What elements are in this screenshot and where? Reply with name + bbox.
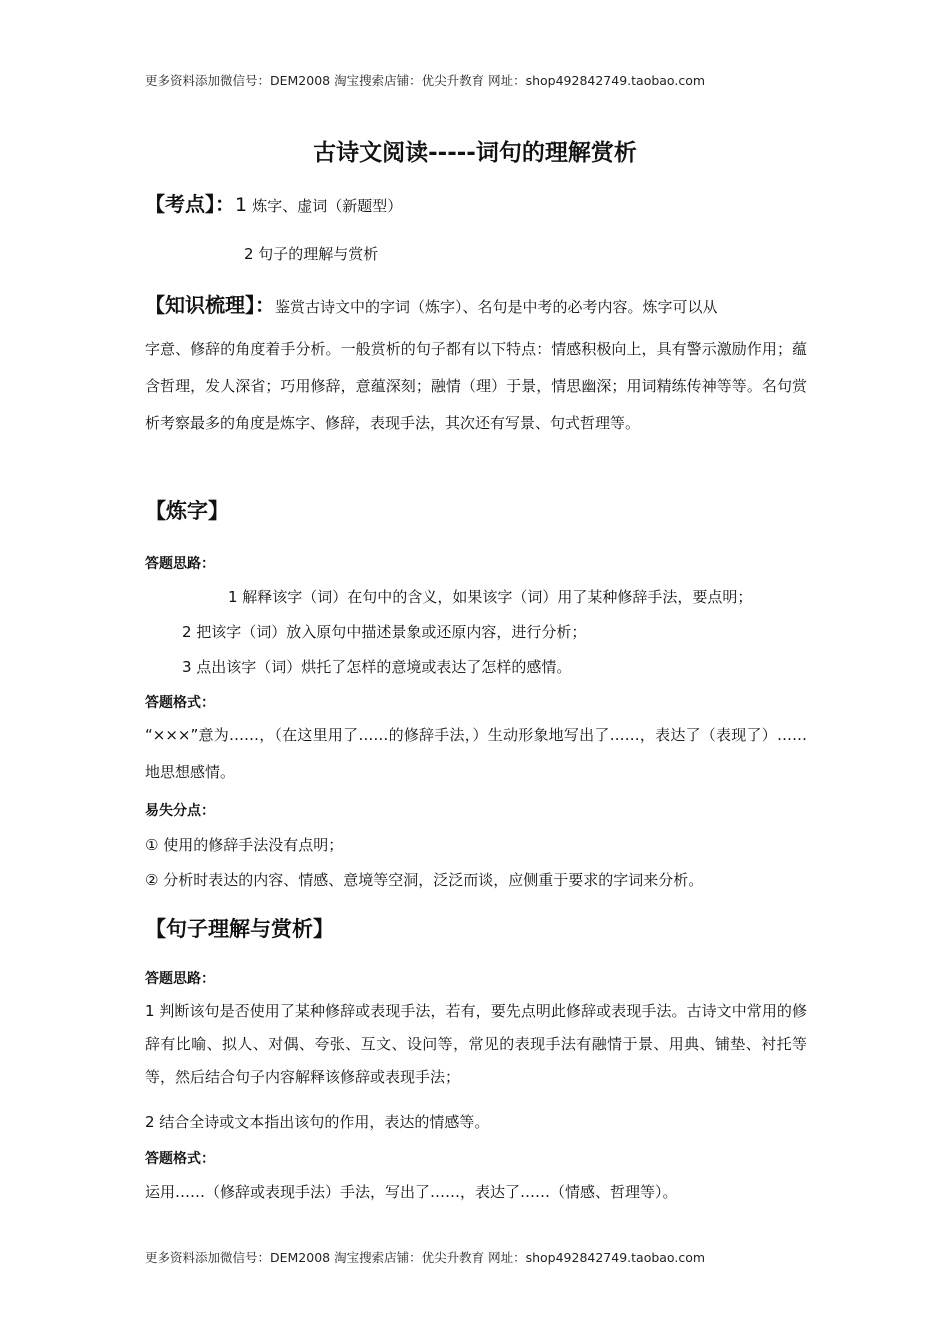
zhishi-body: 字意、修辞的角度着手分析。一般赏析的句子都有以下特点：情感积极向上，具有警示激励作用；蕴含哲理，发人深省；巧用修辞，意蕴深刻；融情（理）于景，情思幽深；用词精练传神等等。名句赏析考察最多的角度是炼字、修辞，表现手法，其次还有写景、句式哲理等。 xyxy=(145,340,807,432)
lianzi-yishi-item-1: ① 使用的修辞手法没有点明； xyxy=(145,836,344,854)
page-footer: 更多资料添加微信号：DEM2008 淘宝搜索店铺：优尖升教育 网址：shop492842749.taobao.com xyxy=(145,1250,706,1265)
lianzi-geshi-label: 答题格式： xyxy=(145,695,215,711)
page-header: 更多资料添加微信号：DEM2008 淘宝搜索店铺：优尖升教育 网址：shop492842749.taobao.com xyxy=(145,73,706,88)
lianzi-geshi-text: “×××”意为……，（在这里用了……的修辞手法，）生动形象地写出了……，表达了（表现了）……地思想感情。 xyxy=(145,726,807,781)
juzi-silu-label: 答题思路： xyxy=(145,971,215,987)
kaodian-line xyxy=(145,188,402,217)
lianzi-heading: 【炼字】 xyxy=(145,499,229,523)
zhishi-line xyxy=(145,289,718,318)
kaodian-item1-text: 炼字、虚词（新题型） xyxy=(252,197,403,215)
kaodian-item2: 2 句子的理解与赏析 xyxy=(244,245,379,263)
juzi-geshi-text: 运用……（修辞或表现手法）手法，写出了……，表达了……（情感、哲理等）。 xyxy=(145,1183,678,1201)
lianzi-silu-label: 答题思路： xyxy=(145,556,215,572)
juzi-geshi-label: 答题格式： xyxy=(145,1151,215,1167)
lianzi-step-1: 1 解释该字（词）在句中的含义，如果该字（词）用了某种修辞手法，要点明； xyxy=(228,588,753,606)
lianzi-yishi-label: 易失分点： xyxy=(145,803,215,819)
page-title: 古诗文阅读-----词句的理解赏析 xyxy=(313,140,637,166)
zhishi-first-line: 鉴赏古诗文中的字词（炼字）、名句是中考的必考内容。炼字可以从 xyxy=(275,298,718,316)
juzi-step-1: 1 判断该句是否使用了某种修辞或表现手法，若有，要先点明此修辞或表现手法。古诗文中常用的修辞有比喻、拟人、对偶、夸张、互文、设问等，常见的表现手法有融情于景、用典、铺垫、衬托等等，然后结合句子内容解释该修辞或表现手法； xyxy=(145,1002,807,1086)
zhishi-label: 【知识梳理】： xyxy=(145,293,275,317)
kaodian-label: 【考点】： xyxy=(145,192,235,216)
lianzi-yishi-item-2: ② 分析时表达的内容、情感、意境等空洞，泛泛而谈，应侧重于要求的字词来分析。 xyxy=(145,871,704,889)
kaodian-item1-num: 1 xyxy=(235,194,248,216)
juzi-step-2: 2 结合全诗或文本指出该句的作用，表达的情感等。 xyxy=(145,1113,490,1131)
lianzi-step-2: 2 把该字（词）放入原句中描述景象或还原内容，进行分析； xyxy=(182,623,587,641)
lianzi-step-3: 3 点出该字（词）烘托了怎样的意境或表达了怎样的感情。 xyxy=(182,658,572,676)
juzi-heading: 【句子理解与赏析】 xyxy=(145,917,334,941)
